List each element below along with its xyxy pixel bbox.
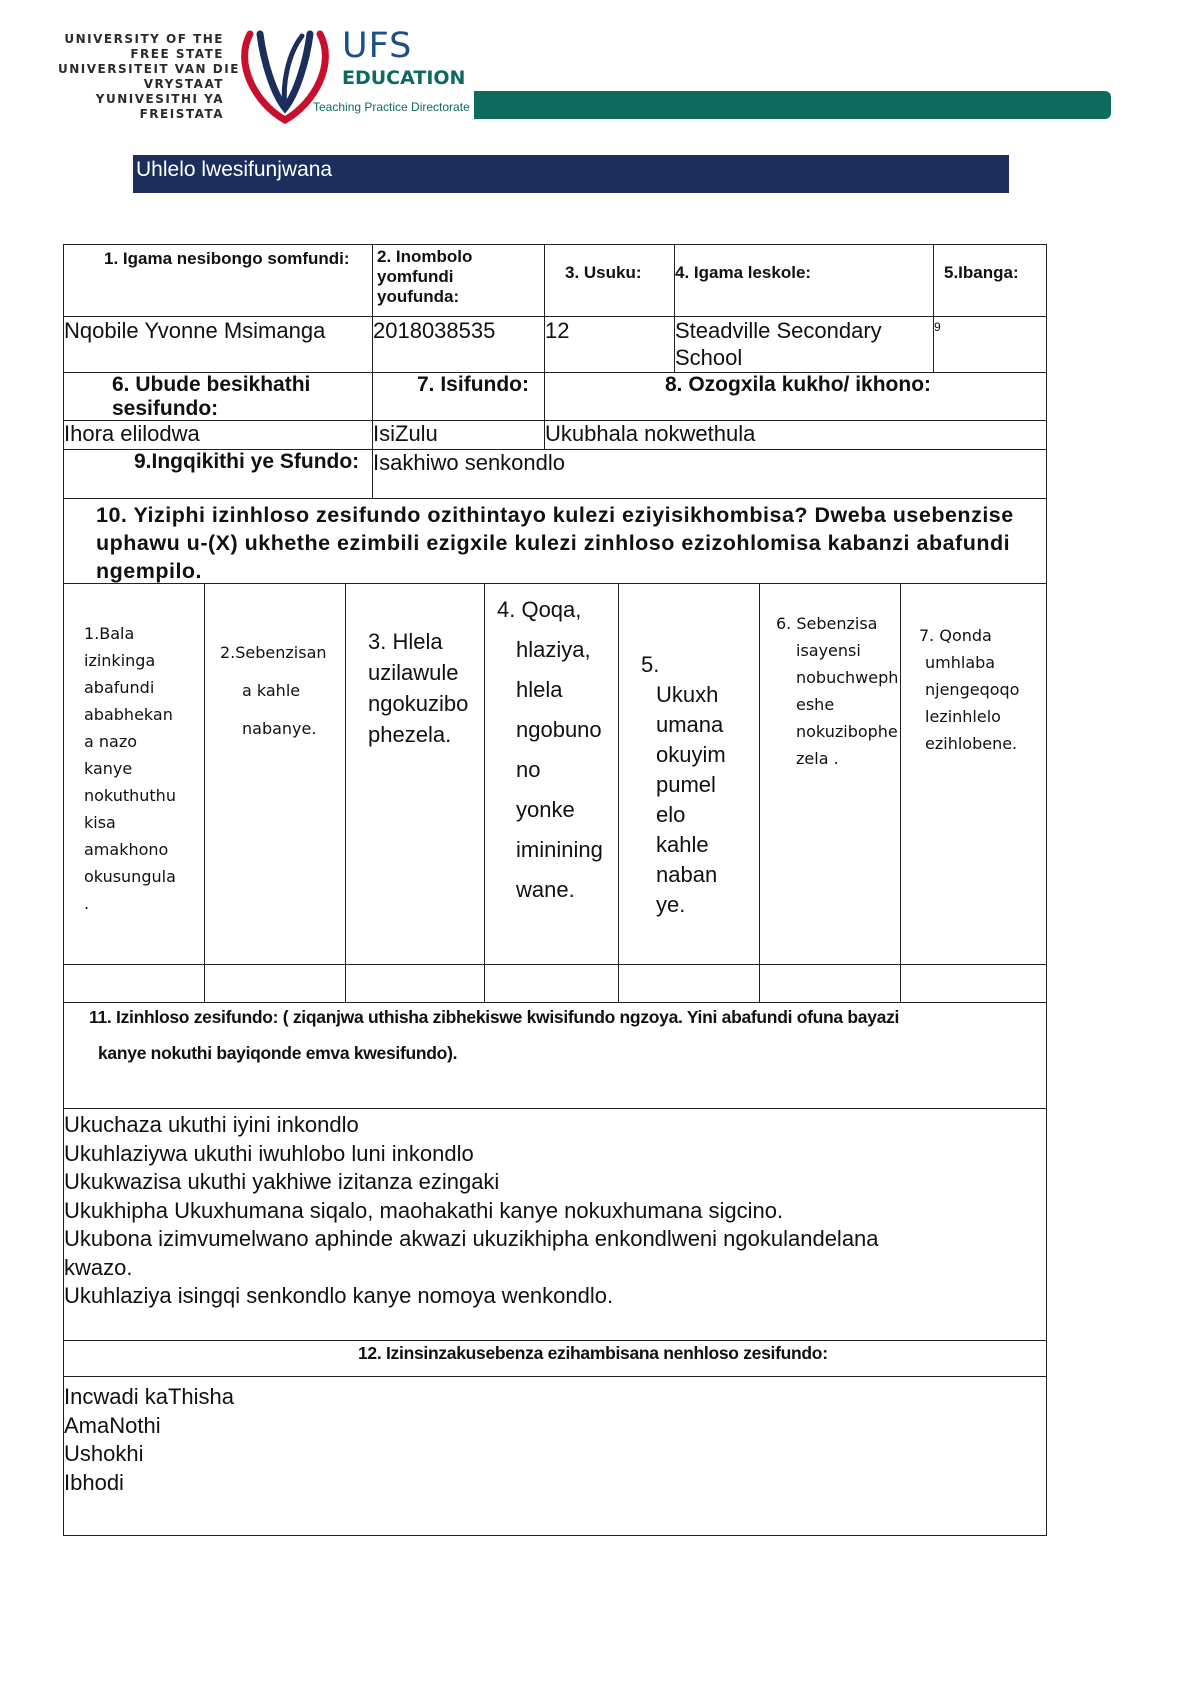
resource-item: Ushokhi: [64, 1441, 144, 1466]
value-lesson-duration: Ihora elilodwa: [64, 421, 373, 450]
value-student-name: Nqobile Yvonne Msimanga: [64, 317, 373, 373]
section-11-header: 11. Izinhloso zesifundo: ( ziqanjwa uthisha zibhekiswe kwisifundo ngzoya. Yini abafundi ofuna bayazi kanye nokuthi bayiqonde emva kwesifundo).: [64, 1003, 1046, 1109]
section-10-question: 10. Yiziphi izinhloso zesifundo ozithintayo kulezi eziyisikhombisa? Dweba usebenzise uphawu u-(X) ukhethe ezimbili ezigxile kulezi zinhloso ezizohlomisa kabanzi abafundi ngempilo.: [64, 499, 1046, 584]
goal-4: 4. Qoqa, hlaziya, hlela ngobuno no yonke iminining wane.: [485, 584, 619, 965]
goal-7: 7. Qonda umhlaba njengeqoqo lezinhlelo ezihlobene.: [901, 584, 1046, 965]
goal-5-mark-cell[interactable]: [619, 965, 760, 1003]
header-lesson-theme: 9.Ingqikithi ye Sfundo:: [64, 450, 373, 499]
header-accent-bar: [474, 91, 1111, 119]
value-lesson-theme: Isakhiwo senkondlo: [373, 450, 1046, 499]
goal-6: 6. Sebenzisa isayensi nobuchweph eshe nokuzibophe zela .: [760, 584, 901, 965]
objective-item: Ukuhlaziywa ukuthi iwuhlobo luni inkondlo: [64, 1140, 474, 1166]
section-12-resources: [64, 1377, 1046, 1535]
objective-item: Ukukwazisa ukuthi yakhiwe izitanza ezingaki: [64, 1169, 500, 1194]
goal-3-mark-cell[interactable]: [346, 965, 485, 1003]
document-title-banner: Uhlelo lwesifunjwana: [133, 155, 1009, 193]
goal-5: 5. Ukuxh umana okuyim pumel elo kahle naban ye.: [619, 584, 760, 965]
value-date: 12: [545, 317, 675, 373]
university-line: FREISTATA: [139, 107, 224, 121]
goal-1: 1.Bala izinkinga abafundi ababhekan a nazo kanye nokuthuthu kisa amakhono okusungula .: [64, 584, 205, 965]
goal-4-mark-cell[interactable]: [485, 965, 619, 1003]
header-subject: 7. Isifundo:: [373, 373, 545, 421]
goal-3: 3. Hlela uzilawule ngokuzibo phezela.: [346, 584, 485, 965]
goal-2: 2.Sebenzisan a kahle nabanye.: [205, 584, 346, 965]
resource-item: AmaNothi: [64, 1412, 161, 1438]
goal-1-mark-cell[interactable]: [64, 965, 205, 1003]
goal-6-mark-cell[interactable]: [760, 965, 901, 1003]
goal-7-mark-cell[interactable]: [901, 965, 1046, 1003]
value-focus-skill: Ukubhala nokwethula: [545, 421, 1046, 450]
header-student-number: 2. Inombolo yomfundi youfunda:: [373, 245, 545, 317]
education-wordmark: EDUCATION: [342, 67, 466, 89]
value-grade: 9: [934, 317, 1046, 373]
header-date: 3. Usuku:: [545, 245, 675, 317]
university-line: UNIVERSITEIT VAN DIE: [58, 62, 240, 76]
objective-item: Ukuhlaziya isingqi senkondlo kanye nomoya wenkondlo.: [64, 1283, 614, 1308]
header-grade: 5.Ibanga:: [934, 245, 1046, 317]
university-line: YUNIVESITHI YA: [95, 92, 224, 106]
lesson-plan-form: [63, 244, 1047, 1536]
directorate-label: Teaching Practice Directorate: [313, 100, 470, 114]
goal-2-mark-cell[interactable]: [205, 965, 346, 1003]
resource-item: Ibhodi: [64, 1469, 124, 1495]
university-line: VRYSTAAT: [143, 77, 224, 91]
objective-item: Ukubona izimvumelwano aphinde akwazi ukuzikhipha enkondlweni ngokulandelana: [64, 1226, 879, 1251]
header-student-name: 1. Igama nesibongo somfundi:: [64, 245, 373, 317]
value-subject: IsiZulu: [373, 421, 545, 450]
objective-item: Ukukhipha Ukuxhumana siqalo, maohakathi kanye nokuxhumana sigcino.: [64, 1197, 784, 1223]
university-line: UNIVERSITY OF THE: [64, 32, 224, 46]
university-name: [58, 32, 240, 122]
section-11-objectives: [64, 1109, 1046, 1341]
ufs-wordmark: UFS: [342, 26, 413, 66]
objective-item: kwazo.: [64, 1254, 133, 1280]
header-lesson-duration: 6. Ubude besikhathi sesifundo:: [64, 373, 373, 421]
resource-item: Incwadi kaThisha: [64, 1384, 234, 1409]
objective-item: Ukuchaza ukuthi iyini inkondlo: [64, 1112, 359, 1137]
header-school-name: 4. Igama leskole:: [675, 245, 934, 317]
section-12-header: 12. Izinsinzakusebenza ezihambisana nenhloso zesifundo:: [64, 1341, 1046, 1377]
header-focus-skill: 8. Ozogxila kukho/ ikhono:: [545, 373, 1046, 421]
value-school-name: Steadville Secondary School: [675, 317, 934, 373]
value-student-number: 2018038535: [373, 317, 545, 373]
university-line: FREE STATE: [130, 47, 224, 61]
